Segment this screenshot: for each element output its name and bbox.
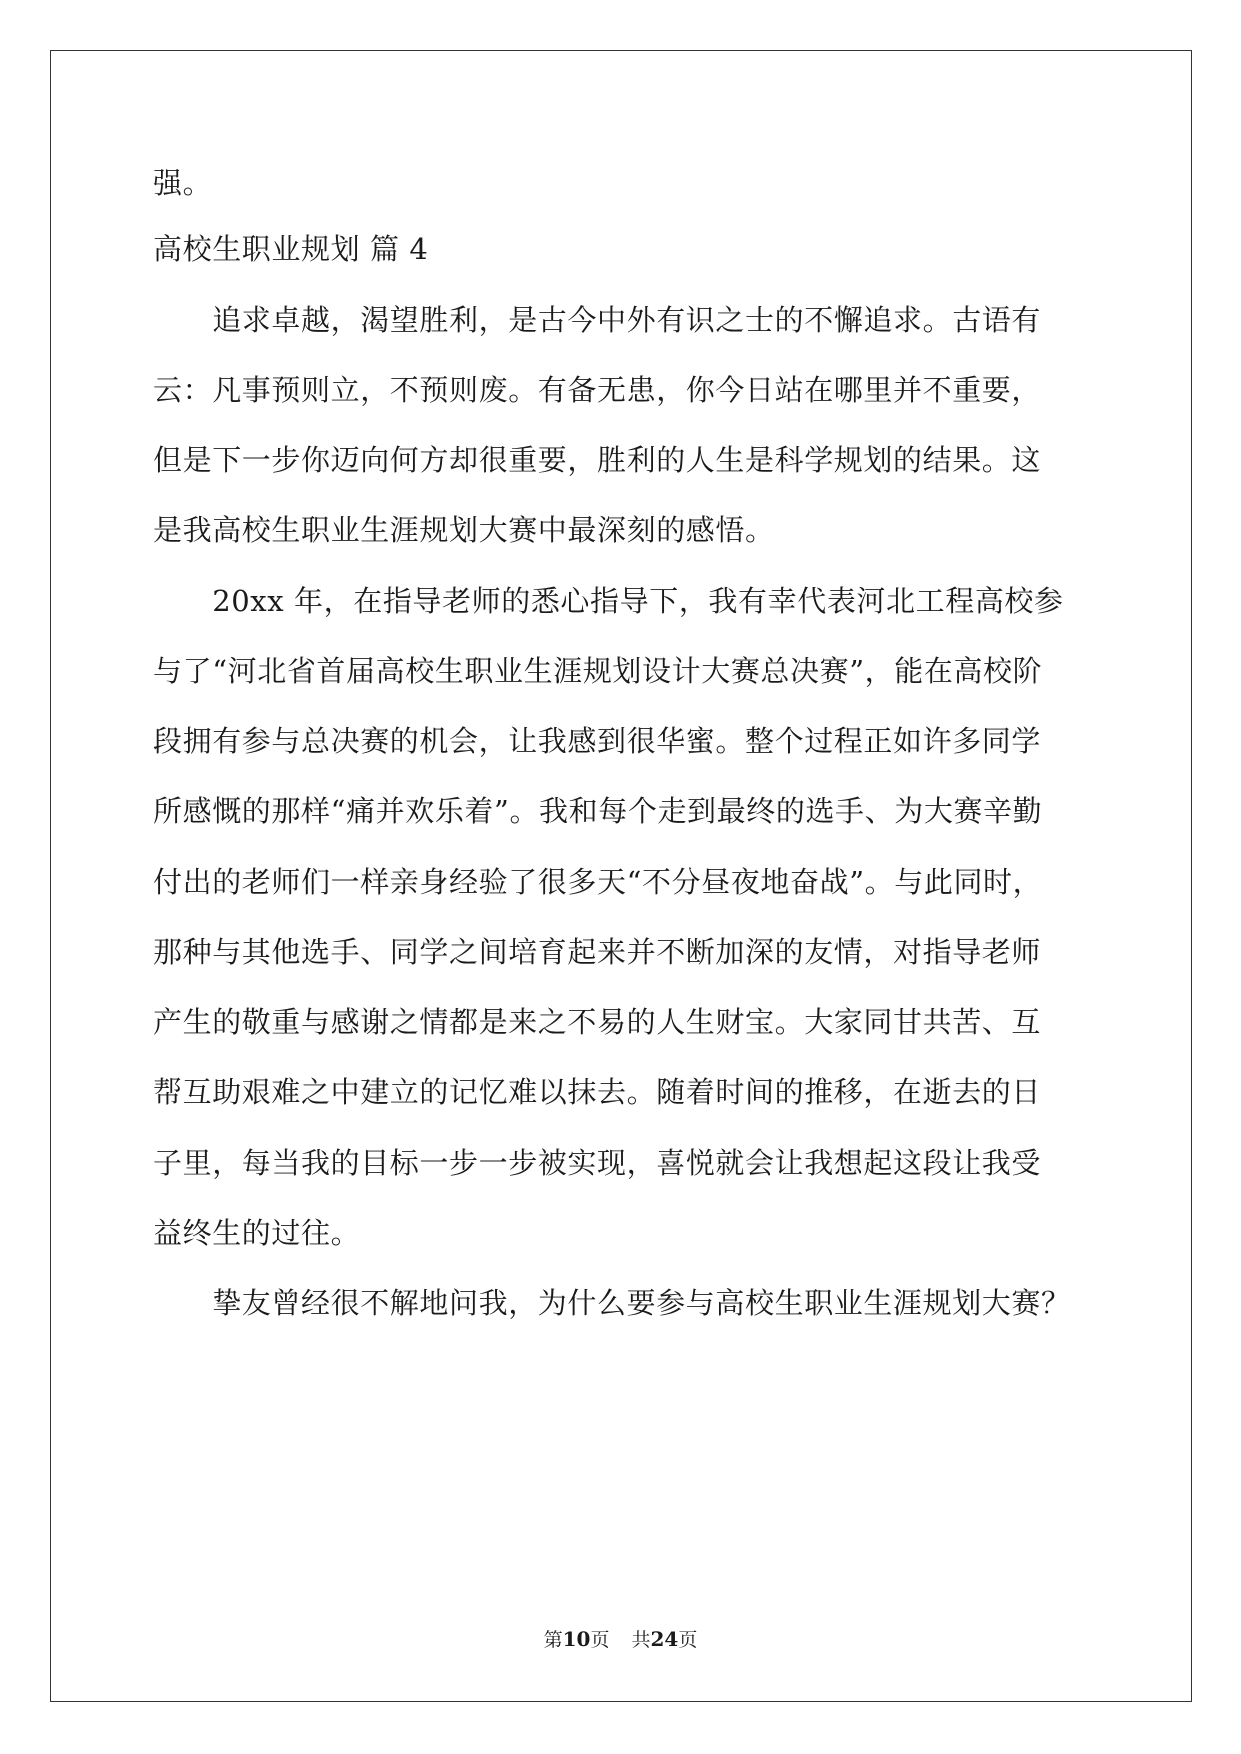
text-line: 那种与其他选手、同学之间培育起来并不断加深的友情，对指导老师 xyxy=(153,935,1042,969)
total-pages-number: 24 xyxy=(650,1627,679,1651)
text-line: 子里，每当我的目标一步一步被实现，喜悦就会让我想起这段让我受 xyxy=(153,1146,1042,1180)
section-heading: 高校生职业规划 篇 4 xyxy=(153,232,429,266)
text-line: 段拥有参与总决赛的机会，让我感到很华蜜。整个过程正如许多同学 xyxy=(153,724,1042,758)
text-line: 追求卓越，渴望胜利，是古今中外有识之士的不懈追求。古语有 xyxy=(153,303,1042,337)
text-line: 20xx 年，在指导老师的悉心指导下，我有幸代表河北工程高校参 xyxy=(153,584,1064,618)
text-line: 是我高校生职业生涯规划大赛中最深刻的感悟。 xyxy=(153,513,775,547)
footer-total-prefix: 共 xyxy=(631,1629,651,1651)
text-line: 挚友曾经很不解地问我，为什么要参与高校生职业生涯规划大赛？ xyxy=(153,1286,1071,1320)
text-line: 帮互助艰难之中建立的记忆难以抹去。随着时间的推移，在逝去的日 xyxy=(153,1075,1042,1109)
text-line: 但是下一步你迈向何方却很重要，胜利的人生是科学规划的结果。这 xyxy=(153,443,1042,477)
footer-total-unit: 页 xyxy=(678,1629,698,1651)
footer-page-unit: 页 xyxy=(590,1629,610,1651)
page-footer xyxy=(0,1625,1241,1652)
text-line: 与了“河北省首届高校生职业生涯规划设计大赛总决赛”，能在高校阶 xyxy=(153,654,1043,688)
text-line: 所感慨的那样“痛并欢乐着”。我和每个走到最终的选手、为大赛辛勤 xyxy=(153,794,1043,828)
text-line: 付出的老师们一样亲身经验了很多天“不分昼夜地奋战”。与此同时， xyxy=(153,865,1043,899)
text-line: 强。 xyxy=(153,166,213,200)
footer-prefix: 第 xyxy=(543,1629,563,1651)
current-page-number: 10 xyxy=(562,1627,591,1651)
text-line: 产生的敬重与感谢之情都是来之不易的人生财宝。大家同甘共苦、互 xyxy=(153,1005,1042,1039)
text-line: 益终生的过往。 xyxy=(153,1216,361,1250)
text-line: 云：凡事预则立，不预则废。有备无患，你今日站在哪里并不重要， xyxy=(153,373,1042,407)
